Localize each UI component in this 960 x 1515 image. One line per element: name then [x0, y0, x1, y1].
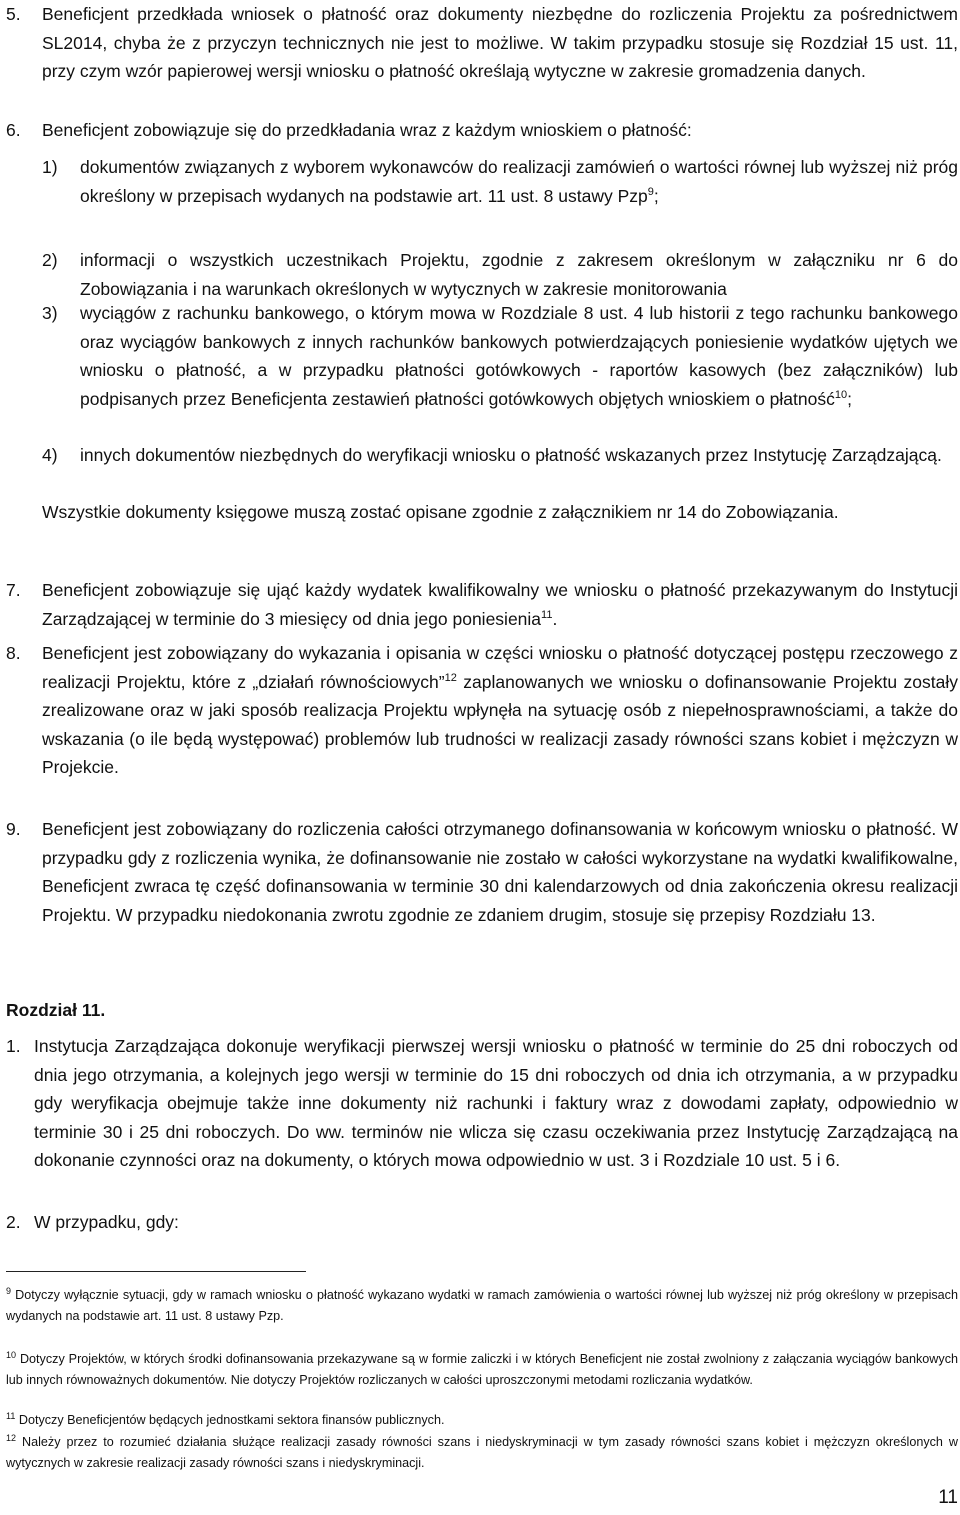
- item-5-number: 5.: [6, 4, 21, 24]
- footnote-11: $^{11}$ Dotyczy Beneficjentów będących jednostkami sektora finansów publicznych.: [6, 1410, 445, 1427]
- section-heading: Rozdział 11.: [6, 1000, 106, 1020]
- footnote-12: $^{12}$ Należy przez to rozumieć działania służące realizacji zasady równości szans i niedyskryminacji w tym zasady równości szans kobiet i mężczyzn określonych w wytycznych w zakresie realizacji zasady równości szans i niedyskryminacji.: [6, 1432, 958, 1470]
- item-6-2-text: informacji o wszystkich uczestnikach Projektu, zgodnie z zakresem określonym w załączniku nr 6 do Zobowiązania i na warunkach określonych w wytycznych w zakresie monitorowania: [80, 250, 958, 299]
- item-6-1-number: 1): [42, 157, 58, 177]
- page-number: 11: [938, 1487, 958, 1508]
- footnote-ref-11[interactable]: 11: [541, 608, 553, 621]
- item-6-1-text: dokumentów związanych z wyborem wykonawców do realizacji zamówień o wartości równej lub wyższej niż próg określony w przepisach wydanych na podstawie art. 11 ust. 8 ustawy Pzp$^9$;: [80, 157, 958, 206]
- section-item-1-text: Instytucja Zarządzająca dokonuje weryfikacji pierwszej wersji wniosku o płatność w terminie do 25 dni roboczych od dnia jego otrzymania, a kolejnych jego wersji w terminie do 15 dni roboczych od dnia ich otrzymania, a w przypadku gdy weryfikacja obejmuje także inne dokumenty niż rachunki i faktury wraz z dowodami zapłaty, odpowiednio w terminie 30 i 25 dni roboczych. Do ww. terminów nie wlicza się czasu oczekiwania przez Instytucję Zarządzającą na dokonanie czynności oraz na dokumenty, o których mowa odpowiednio w ust. 3 i Rozdziale 10 ust. 5 i 6.: [34, 1036, 958, 1170]
- footnote-ref-9[interactable]: 9: [647, 185, 654, 198]
- footnote-separator: [6, 1271, 306, 1272]
- footnote-ref-10[interactable]: 10: [834, 388, 848, 401]
- item-6-closing: Wszystkie dokumenty księgowe muszą zostać opisane zgodnie z załącznikiem nr 14 do Zobowiązania.: [42, 502, 839, 522]
- item-8-text: Beneficjent jest zobowiązany do wykazania i opisania w części wniosku o płatność dotyczącej postępu rzeczowego z realizacji Projektu, które z „działań równościowych”$^{12}$ zaplanowanych we wniosku o dofinansowanie Projektu zostały zrealizowane oraz w jaki sposób realizacja Projektu wpłynęła na sytuację osób z niepełnosprawnościami, a także do wskazania (o ile będą występować) problemów lub trudności w realizacji zasady równości szans kobiet i mężczyzn w Projekcie.: [42, 643, 958, 777]
- section-item-1-number: 1.: [6, 1036, 21, 1056]
- item-6-intro: Beneficjent zobowiązuje się do przedkładania wraz z każdym wnioskiem o płatność:: [42, 120, 692, 140]
- item-6-3-text: wyciągów z rachunku bankowego, o którym mowa w Rozdziale 8 ust. 4 lub historii z tego rachunku bankowego oraz wyciągów bankowych z innych rachunków bankowych potwierdzających poniesienie wydatków ujętych we wniosku o płatność, a w przypadku płatności gotówkowych - raportów kasowych (bez załączników) lub podpisanych przez Beneficjenta zestawień płatności gotówkowych objętych wnioskiem o płatność$^{10}$;: [80, 303, 958, 409]
- item-7-number: 7.: [6, 580, 21, 600]
- footnote-10: $^{10}$ Dotyczy Projektów, w których środki dofinansowania przekazywane są w formie zaliczki i w których Beneficjent nie został zwolniony z załączania wyciągów bankowych lub innych równoważnych dokumentów. Nie dotyczy Projektów rozliczanych w całości uproszczonymi metodami rozliczania wydatków.: [6, 1349, 958, 1387]
- item-6-3-number: 3): [42, 303, 58, 323]
- item-6-2-number: 2): [42, 250, 58, 270]
- section-item-2-text: W przypadku, gdy:: [34, 1212, 179, 1232]
- item-7-text: Beneficjent zobowiązuje się ująć każdy wydatek kwalifikowalny we wniosku o płatność przekazywanym do Instytucji Zarządzającej w terminie do 3 miesięcy od dnia jego poniesienia$^{11}$.: [42, 580, 958, 629]
- item-6-4-number: 4): [42, 445, 58, 465]
- item-9-text: Beneficjent jest zobowiązany do rozliczenia całości otrzymanego dofinansowania w końcowym wniosku o płatność. W przypadku gdy z rozliczenia wynika, że dofinansowanie nie zostało w całości wykorzystane na wydatki kwalifikowalne, Beneficjent zwraca tę część dofinansowania w terminie 30 dni kalendarzowych od dnia zakończenia okresu realizacji Projektu. W przypadku niedokonania zwrotu zgodnie ze zdaniem drugim, stosuje się przepisy Rozdziału 13.: [42, 819, 958, 925]
- item-6-4-text: innych dokumentów niezbędnych do weryfikacji wniosku o płatność wskazanych przez Instytucję Zarządzającą.: [80, 445, 942, 465]
- item-6-number: 6.: [6, 120, 21, 140]
- item-5-text: Beneficjent przedkłada wniosek o płatność oraz dokumenty niezbędne do rozliczenia Projektu za pośrednictwem SL2014, chyba że z przyczyn technicznych nie jest to możliwe. W takim przypadku stosuje się Rozdział 15 ust. 11, przy czym wzór papierowej wersji wniosku o płatność określają wytyczne w zakresie gromadzenia danych.: [42, 4, 958, 81]
- footnote-9: $^9$ Dotyczy wyłącznie sytuacji, gdy w ramach wniosku o płatność wykazano wydatki w ramach zamówienia o wartości równej lub wyższej niż próg określony w przepisach wydanych na podstawie art. 11 ust. 8 ustawy Pzp.: [6, 1285, 958, 1323]
- footnote-ref-12[interactable]: 12: [444, 671, 457, 684]
- item-9-number: 9.: [6, 819, 21, 839]
- item-8-number: 8.: [6, 643, 21, 663]
- section-item-2-number: 2.: [6, 1212, 21, 1232]
